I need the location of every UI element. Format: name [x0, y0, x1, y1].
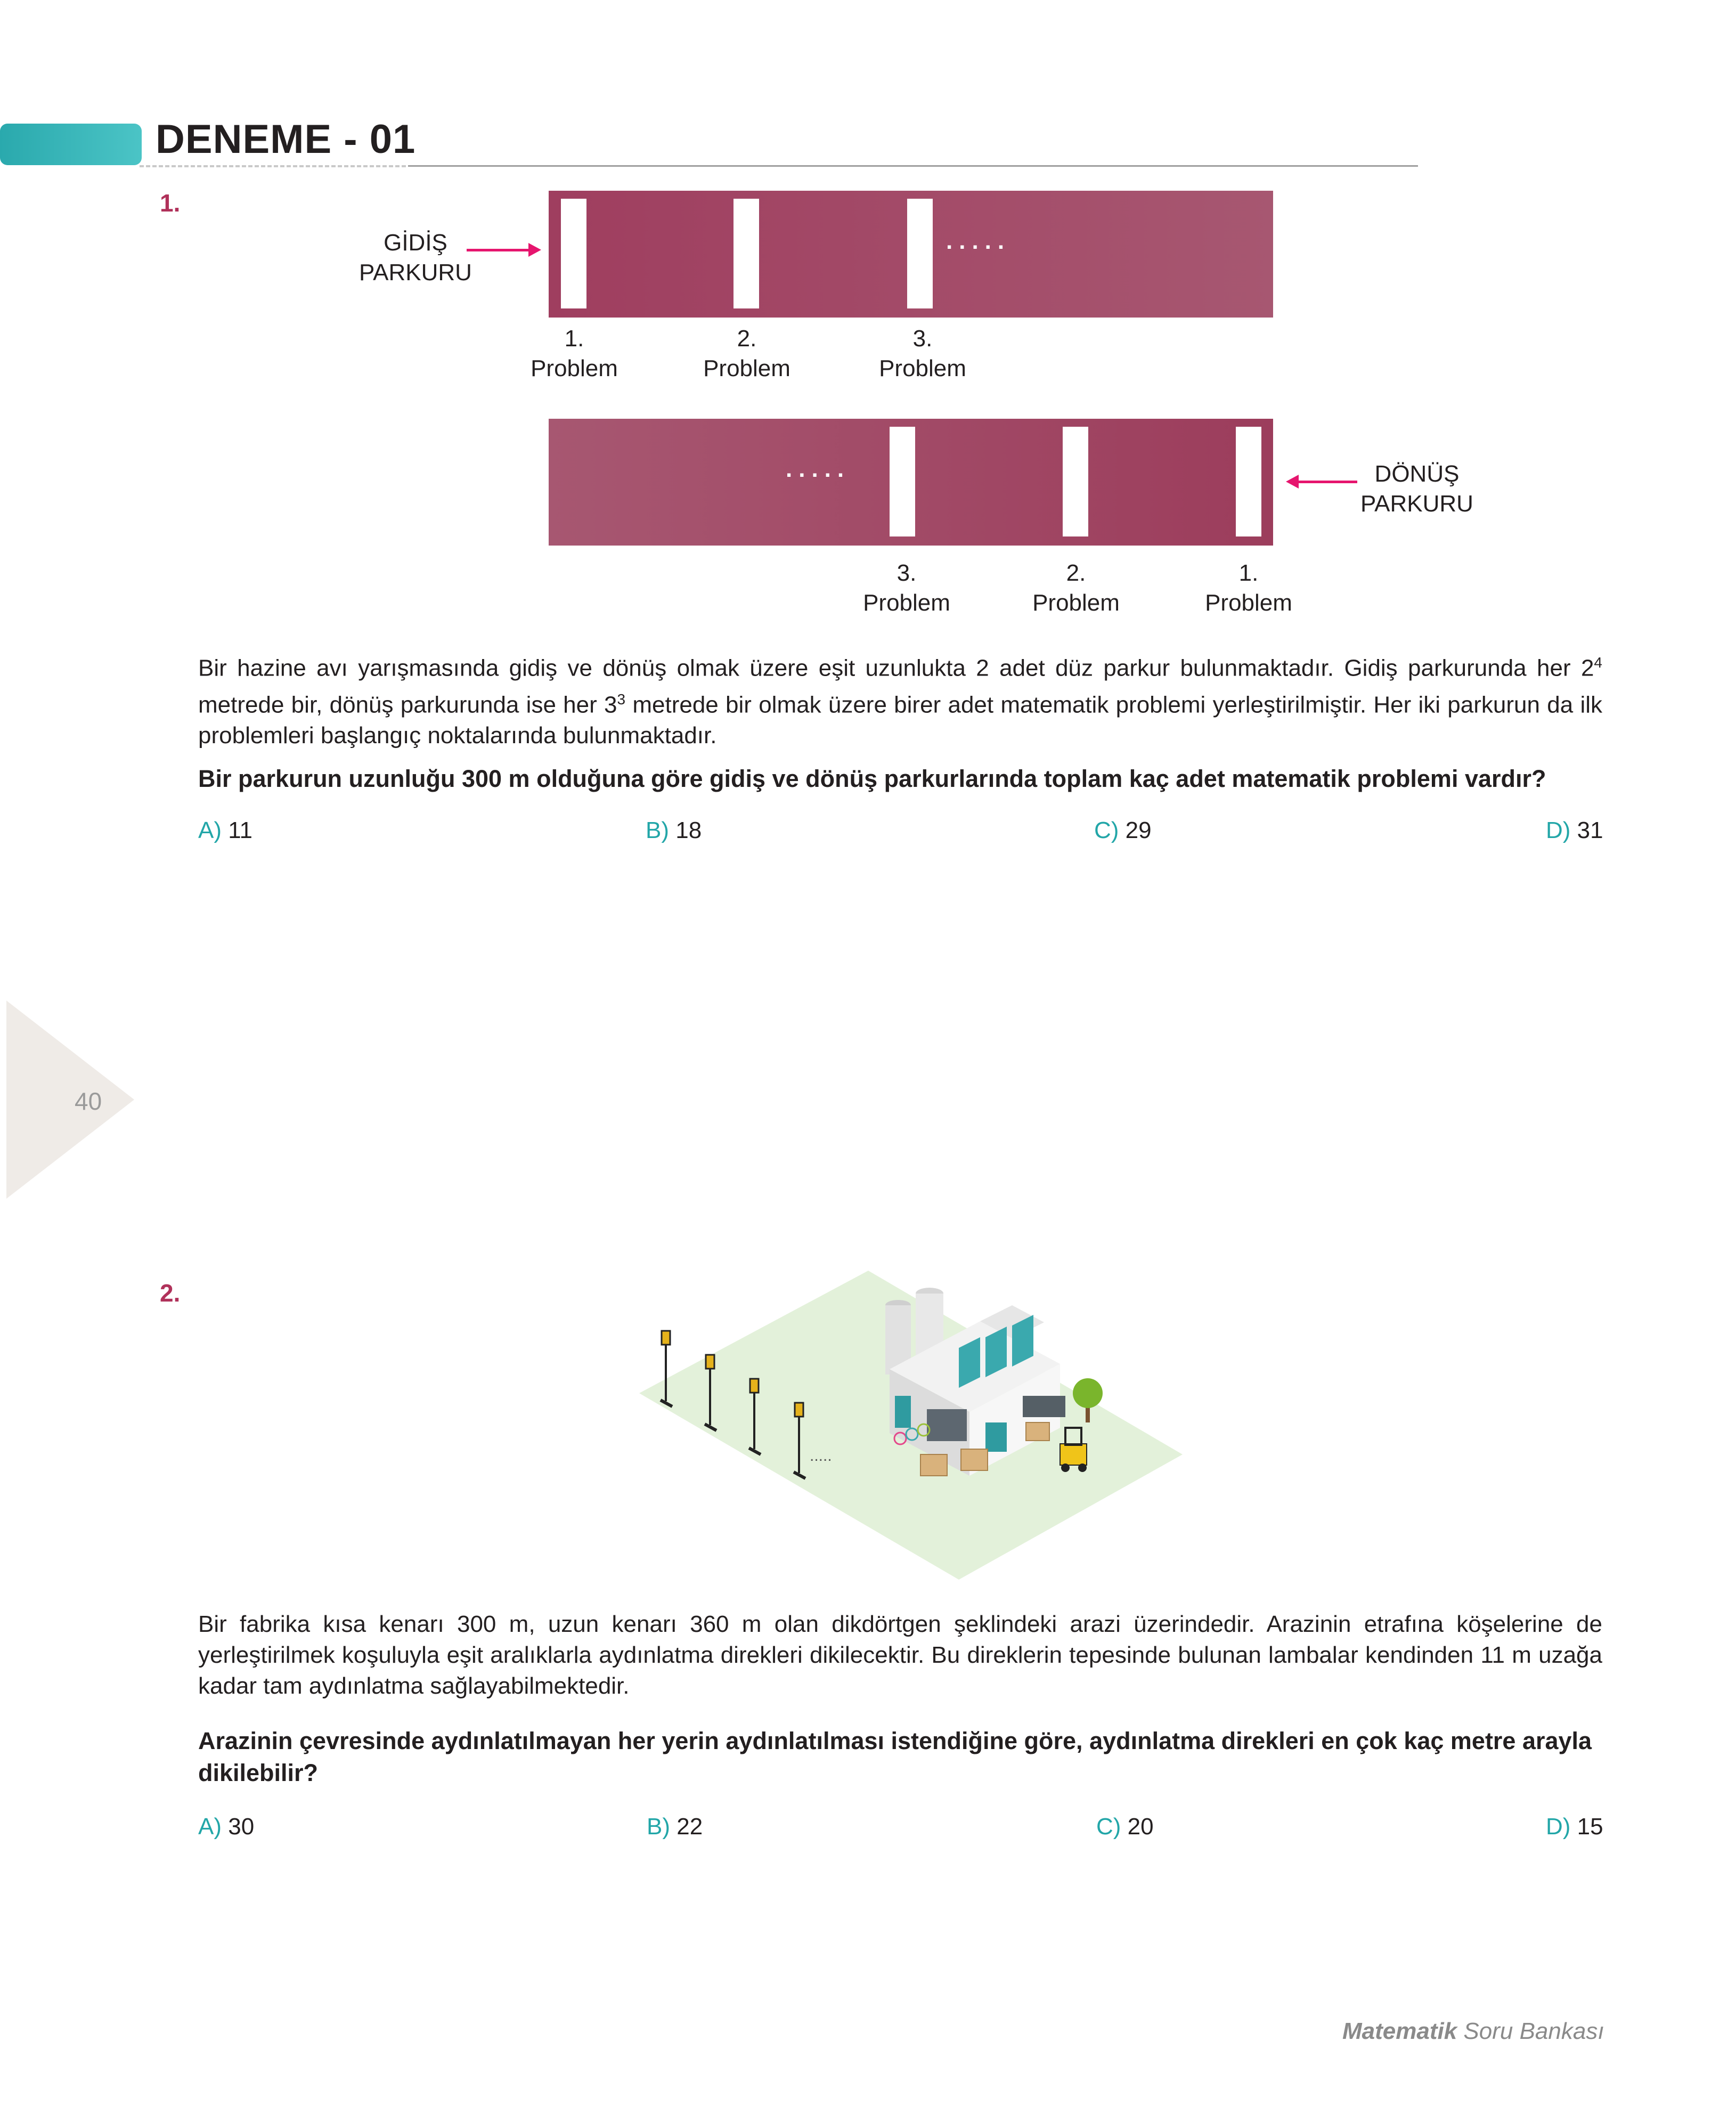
forward-arrow-head: [528, 243, 541, 257]
problem-gate: [561, 199, 586, 308]
return-track-label: DÖNÜŞ PARKURU: [1360, 461, 1473, 517]
q1-option-c[interactable]: C) 29: [1094, 817, 1152, 843]
question-2-prompt: Arazinin çevresinde aydınlatılmayan her yerin aydınlatılması istendiğine göre, aydınlatma direkleri en çok kaç metre arayla dikilebilir?: [198, 1727, 1592, 1786]
q2-option-a[interactable]: A) 30: [198, 1814, 255, 1840]
problem-gate: [1236, 427, 1261, 536]
forward-arrow-shaft: [467, 249, 531, 251]
question-2-text: Bir fabrika kısa kenarı 300 m, uzun kenarı 360 m olan dikdörtgen şeklindeki arazi üzerindedir. Arazinin etrafına köşelerine de yerleştirilmek koşuluyla eşit aralıklarla aydınlatma direkleri dikilecektir. Bu direklerin tepesinde bulunan lambalar kendinden 11 m uzağa kadar tam aydınlatma sağlayabilmektedir.: [198, 1611, 1602, 1699]
q2-option-b[interactable]: B) 22: [647, 1814, 703, 1840]
forward-marker-1: 1. Problem: [531, 326, 618, 381]
forward-marker-2: 2. Problem: [703, 326, 790, 381]
page-title: DENEME - 01: [156, 117, 416, 162]
problem-gate: [890, 427, 915, 536]
header-tab: [0, 124, 142, 165]
header-rule: [408, 165, 1418, 167]
forward-track-label: GİDİŞ PARKURU: [359, 230, 472, 286]
return-arrow-head: [1286, 475, 1299, 489]
question-1-prompt: Bir parkurun uzunluğu 300 m olduğuna göre gidiş ve dönüş parkurlarında toplam kaç adet matematik problemi vardır?: [198, 765, 1546, 792]
factory-illustration: [639, 1263, 1199, 1588]
forward-track: [549, 191, 1273, 318]
problem-gate: [733, 199, 759, 308]
q1-option-a[interactable]: A) 11: [198, 817, 252, 843]
continuation-dots: .....: [810, 1447, 832, 1465]
header-dashed-rule: [140, 165, 406, 167]
q2-option-d[interactable]: D) 15: [1546, 1814, 1603, 1840]
question-1-number: 1.: [160, 189, 181, 217]
return-marker-3: 3. Problem: [863, 560, 950, 616]
question-1-text: Bir hazine avı yarışmasında gidiş ve dönüş olmak üzere eşit uzunlukta 2 adet düz parkur bulunmaktadır. Gidiş parkurunda her $2^4$ metrede bir, dönüş parkurunda ise her $3^3$ metrede bir olmak üzere birer adet matematik problemi yerleştirilmiştir. Her iki parkurun da ilk problemleri başlangıç noktalarında bulunmaktadır.: [198, 654, 1602, 749]
forward-marker-3: 3. Problem: [879, 326, 966, 381]
problem-gate: [907, 199, 933, 308]
continuation-dots: .....: [946, 228, 1011, 254]
return-marker-2: 2. Problem: [1032, 560, 1120, 616]
page-marker: [6, 1001, 134, 1199]
continuation-dots: .....: [786, 456, 851, 482]
problem-gate: [1063, 427, 1088, 536]
q1-option-b[interactable]: B) 18: [646, 817, 702, 843]
q1-option-d[interactable]: D) 31: [1546, 817, 1603, 843]
page-number: 40: [75, 1087, 102, 1115]
q2-option-c[interactable]: C) 20: [1096, 1814, 1154, 1840]
question-2-number: 2.: [160, 1279, 181, 1307]
return-track: [549, 419, 1273, 546]
footer-book-title: Matematik Soru Bankası: [1342, 2018, 1604, 2044]
return-marker-1: 1. Problem: [1205, 560, 1292, 616]
